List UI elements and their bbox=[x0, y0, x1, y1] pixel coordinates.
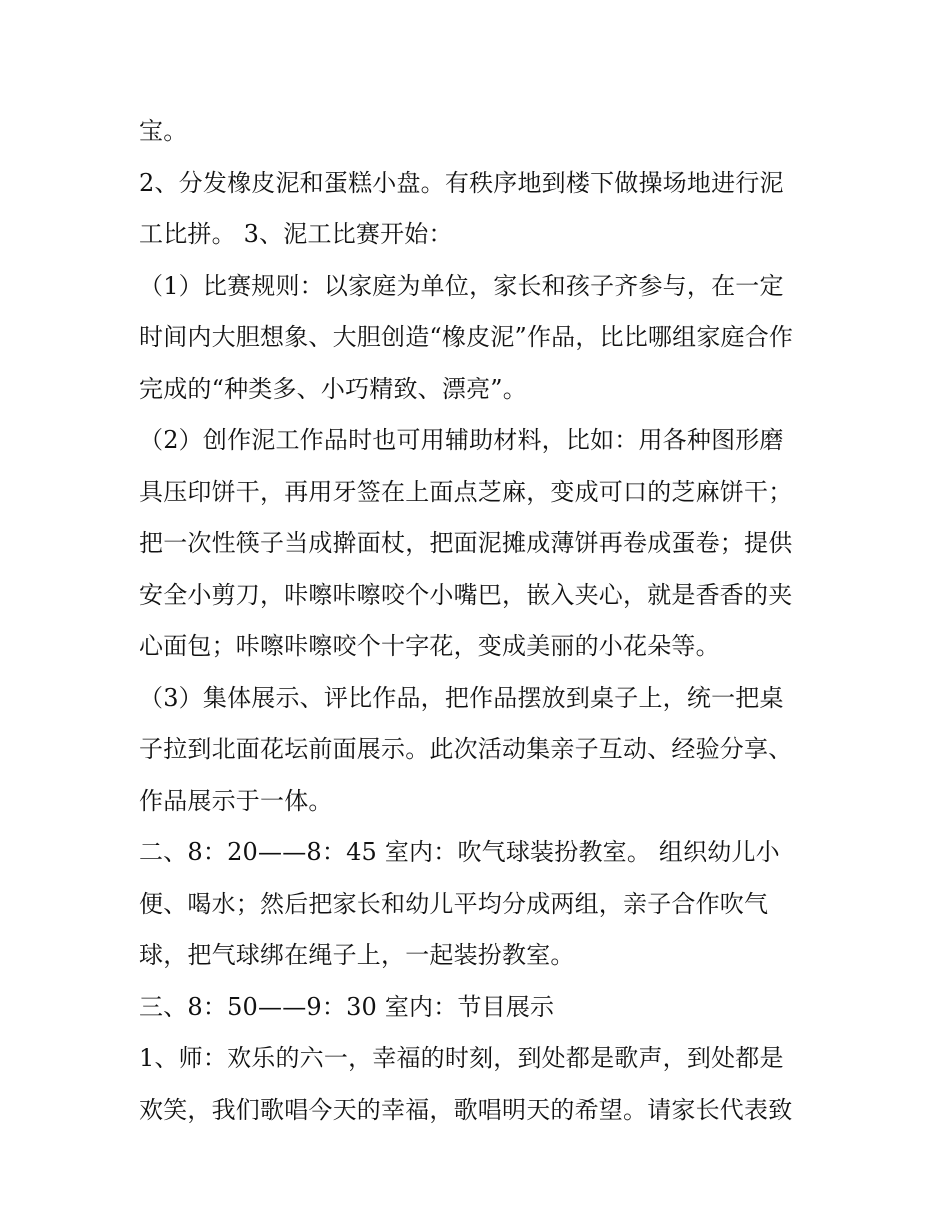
text-line: 便、喝水；然后把家长和幼儿平均分成两组，亲子合作吹气 bbox=[139, 889, 769, 918]
text-line: 工比拼。 3、泥工比赛开始： bbox=[139, 220, 453, 248]
text-line: 心面包；咔嚓咔嚓咬个十字花，变成美丽的小花朵等。 bbox=[139, 632, 720, 660]
text-line: 欢笑，我们歌唱今天的幸福，歌唱明天的希望。请家长代表致 bbox=[139, 1095, 793, 1124]
text-line: 1、师：欢乐的六一，幸福的时刻，到处都是歌声，到处都是 bbox=[139, 1044, 784, 1072]
text-line: 时间内大胆想象、大胆创造“橡皮泥”作品，比比哪组家庭合作 bbox=[139, 323, 794, 351]
text-line: 2、分发橡皮泥和蛋糕小盘。有秩序地到楼下做操场地进行泥 bbox=[139, 168, 784, 197]
text-line: 球，把气球绑在绳子上，一起装扮教室。 bbox=[139, 941, 575, 969]
text-line: 具压印饼干，再用牙签在上面点芝麻，变成可口的芝麻饼干； bbox=[139, 477, 793, 506]
document-body bbox=[139, 106, 819, 1136]
text-line: 三、8：50——9：30 室内：节目展示 bbox=[139, 992, 555, 1021]
text-line: （2）创作泥工作品时也可用辅助材料，比如：用各种图形磨 bbox=[139, 426, 784, 454]
text-line: 子拉到北面花坛前面展示。此次活动集亲子互动、经验分享、 bbox=[139, 735, 793, 763]
text-line: 把一次性筷子当成擀面杖，把面泥摊成薄饼再卷成蛋卷；提供 bbox=[139, 529, 793, 557]
text-line: 完成的“种类多、小巧精致、漂亮”。 bbox=[139, 374, 527, 403]
text-line: 作品展示于一体。 bbox=[139, 786, 333, 815]
text-line: （1）比赛规则：以家庭为单位，家长和孩子齐参与，在一定 bbox=[139, 271, 784, 300]
text-line: 宝。 bbox=[139, 117, 188, 145]
text-line: 安全小剪刀，咔嚓咔嚓咬个小嘴巴，嵌入夹心，就是香香的夹 bbox=[139, 580, 793, 609]
text-line: 二、8：20——8：45 室内：吹气球装扮教室。 组织幼儿小 bbox=[139, 838, 780, 866]
text-line: （3）集体展示、评比作品，把作品摆放到桌子上，统一把桌 bbox=[139, 683, 784, 712]
